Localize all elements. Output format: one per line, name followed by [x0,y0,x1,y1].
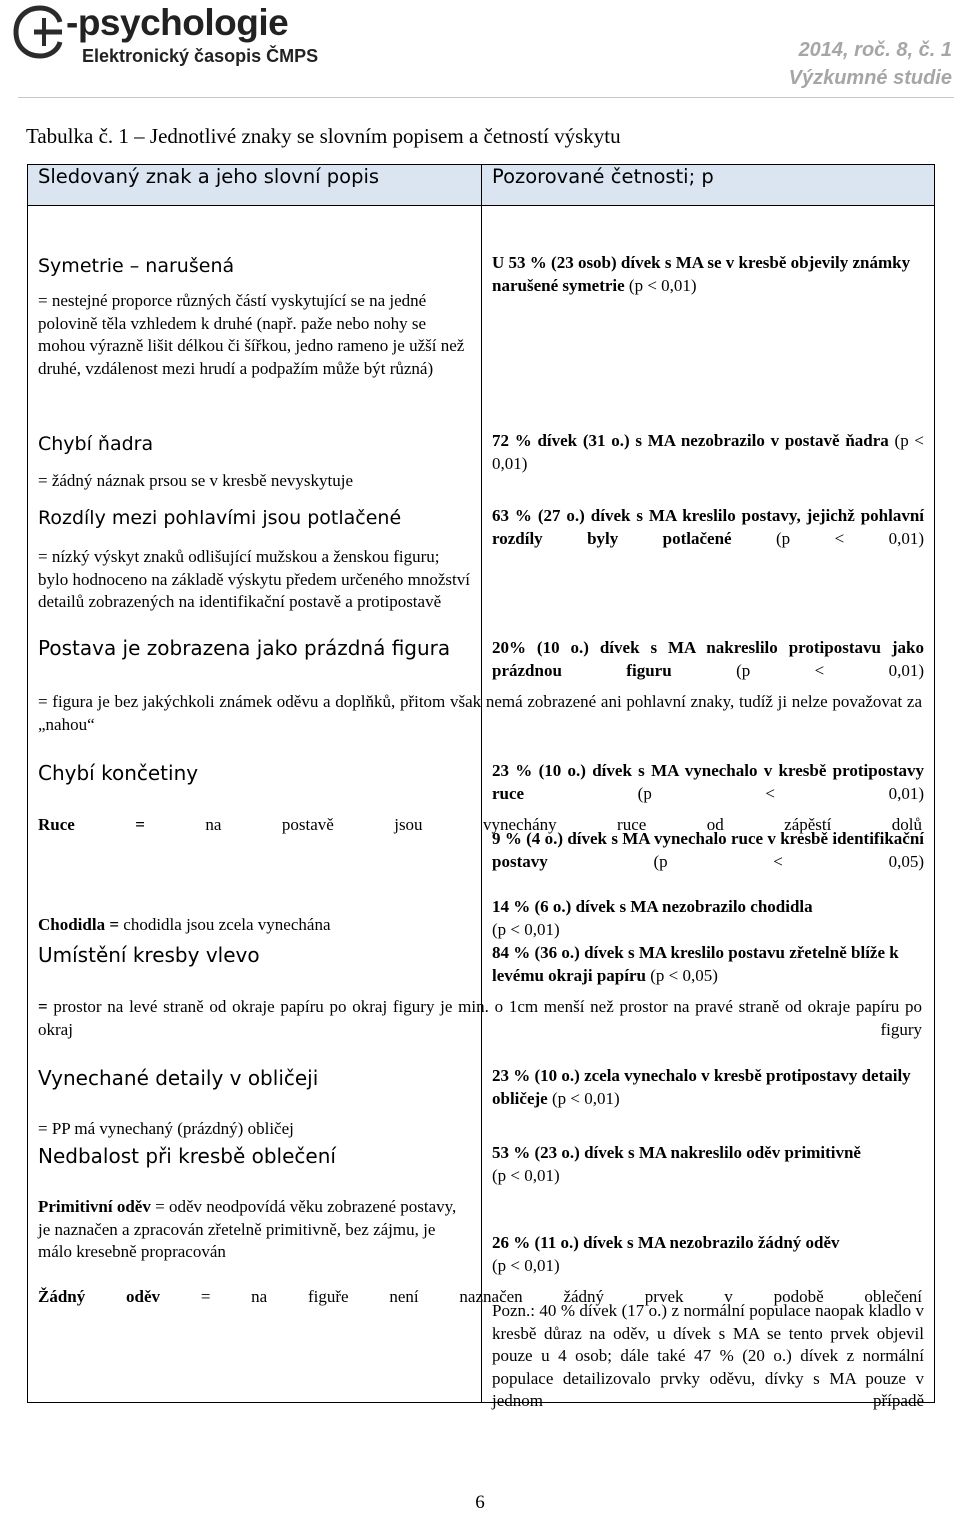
page-number: 6 [475,1492,485,1513]
row-description: = nízký výskyt znaků odlišující mužskou a ženskou figuru; bylo hodnoceno na základě výskytu předem určeného množství detailů zobrazených na identifikační postavě a protipostavě [38,547,470,612]
row-result: 23 % (10 o.) zcela vynechalo v kresbě protipostavy detaily obličeje (p < 0,01) [492,1066,911,1108]
logo-title: -psychologie [66,2,289,43]
row-title: Chybí končetiny [38,761,199,785]
row-description: Chodidla = chodidla jsou zcela vynechána [38,915,331,934]
row-title: Vynechané detaily v obličeji [38,1066,319,1090]
row-result: 72 % dívek (31 o.) s MA nezobrazilo v postavě ňadra (p < 0,01) [492,431,925,473]
issue-info [789,36,952,92]
table-caption: Tabulka č. 1 – Jednotlivé znaky se slovním popisem a četností výskytu [26,124,621,148]
row-note: Pozn.: 40 % dívek (17 o.) z normální populace naopak kladlo v kresbě důraz na oděv, u dívek s MA se tento prvek objevil pouze u 4 osob; dále také 47 % (20 o.) dívek z normální populace detailizovalo prvky oděvu, dívky s MA pouze v jednom případě [492,1301,924,1411]
journal-logo [10,4,355,68]
table-body-row [28,206,935,1403]
table-header-row [28,165,935,206]
header-divider [18,97,954,98]
table-body [28,206,935,1411]
row-result: 23 % (10 o.) dívek s MA vynechalo v kresbě protipostavy ruce (p < 0,01) [492,761,924,803]
row-result: 26 % (11 o.) dívek s MA nezobrazilo žádný oděv (p < 0,01) [492,1233,840,1275]
row-title: Postava je zobrazena jako prázdná figura [38,636,451,660]
column-divider [481,206,482,1402]
row-description: = žádný náznak prsou se v kresbě nevyskytuje [38,471,354,490]
row-description: = figura je bez jakýchkoli známek oděvu a doplňků, přitom však nemá zobrazené ani pohlavní znaky, tudíž ji nelze považovat za „nahou“ [38,692,922,734]
results-table [27,164,935,1411]
row-result: 14 % (6 o.) dívek s MA nezobrazilo chodidla (p < 0,01) [492,897,813,939]
row-result: 20% (10 o.) dívek s MA nakreslilo protipostavu jako prázdnou figuru (p < 0,01) [492,638,925,680]
row-description: Primitivní oděv = oděv neodpovídá věku zobrazené postavy, je naznačen a zpracován zřetelně primitivně, bez zájmu, je málo kresebně propracován [38,1197,457,1262]
row-result: 84 % (36 o.) dívek s MA kreslilo postavu zřetelně blíže k levému okraji papíru (p < 0,05) [492,943,899,985]
psi-logo-icon [10,4,64,60]
row-description: Žádný oděv = na figuře není naznačen žádný prvek v podobě oblečení [38,1287,922,1306]
row-title: Chybí ňadra [38,433,154,455]
row-description: = nestejné proporce různých částí vyskytující se na jedné polovině těla vzhledem k druhé (např. paže nebo nohy se mohou výrazně lišit délkou či šířkou, jedno rameno je užší než druhé, vzdálenost mezi hrudí a podpažím může být různá) [38,291,465,378]
logo-subtitle: Elektronický časopis ČMPS [82,46,319,66]
row-title: Rozdíly mezi pohlavími jsou potlačené [38,507,402,529]
row-result: U 53 % (23 osob) dívek s MA se v kresbě objevily známky narušené symetrie (p < 0,01) [492,253,911,295]
row-description: = prostor na levé straně od okraje papíru po okraj figury je min. o 1cm menší než prostor na pravé straně od okraje papíru po okraj figury [38,997,922,1039]
row-title: Nedbalost při kresbě oblečení [38,1144,336,1168]
row-description: Ruce = na postavě jsou vynechány ruce od zápěstí dolů [38,815,923,834]
row-description: = PP má vynechaný (prázdný) obličej [38,1119,294,1138]
row-result: 9 % (4 o.) dívek s MA vynechalo ruce v kresbě identifikační postavy (p < 0,05) [492,829,924,871]
issue-number: 2014, roč. 8, č. 1 [798,39,952,61]
row-title: Umístění kresby vlevo [38,943,260,967]
row-result: 53 % (23 o.) dívek s MA nakreslilo oděv primitivně (p < 0,01) [492,1143,861,1185]
header-cell: Sledovaný znak a jeho slovní popis [28,165,482,206]
table-body-content [28,206,934,1411]
header-cell: Pozorované četnosti; p [482,165,935,206]
section-name: Výzkumné studie [788,67,952,89]
row-result: 63 % (27 o.) dívek s MA kreslilo postavy, jejichž pohlavní rozdíly byly potlačené (p < 0,01) [492,506,924,548]
row-title: Symetrie – narušená [38,255,235,277]
